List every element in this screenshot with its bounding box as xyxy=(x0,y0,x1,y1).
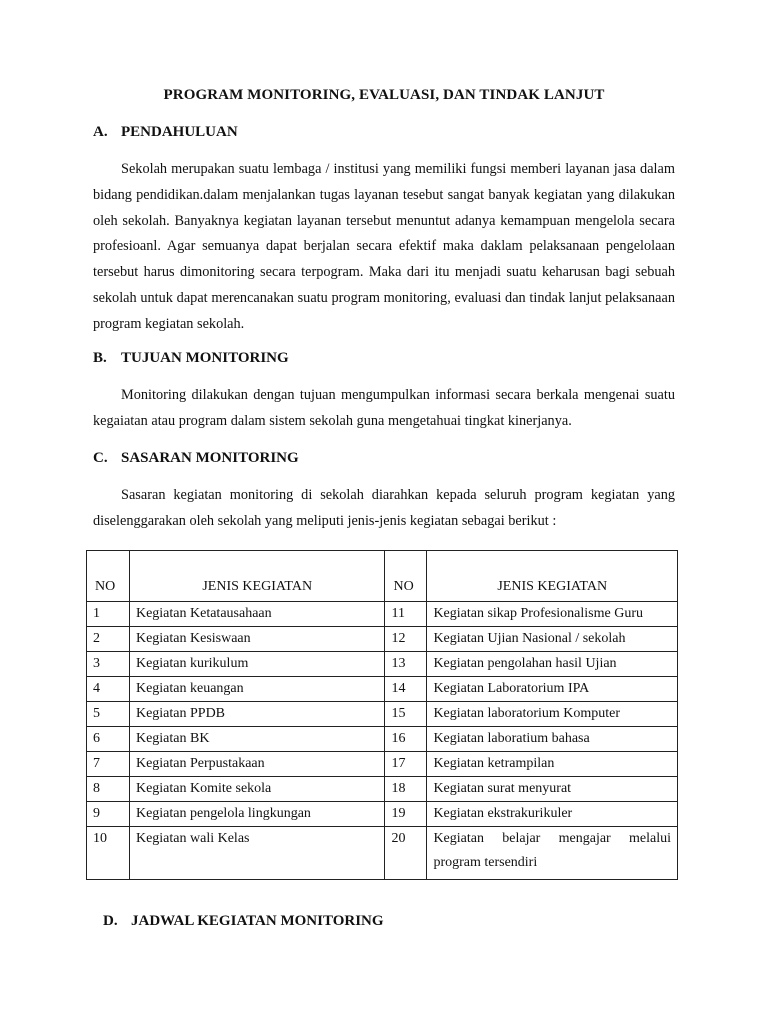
row-kegiatan-right: Kegiatan ekstrakurikuler xyxy=(427,802,678,827)
section-a-paragraph: Sekolah merupakan suatu lembaga / institusi yang memiliki fungsi memberi layanan jasa dalam bidang pendidikan.dalam menjalankan tugas layanan tesebut sangat banyak kegiatan yang dilakukan oleh sekolah. Banyaknya kegiatan layanan tersebut menuntut adanya kemampuan mengelola secara profesioanl. Agar semuanya dapat berjalan secara efektif maka daklam pelaksanaan pengelolaan tersebut harus dimonitoring secara terpogram. Maka dari itu menjadi suatu keharusan bagi sebuah sekolah untuk dapat merencanakan suatu program monitoring, evaluasi dan tindak lanjut pelaksanaan program kegiatan sekolah. xyxy=(93,161,675,332)
row-no-right: 14 xyxy=(385,677,427,702)
table-row xyxy=(87,652,678,677)
row-no-right: 15 xyxy=(385,702,427,727)
row-no-right: 12 xyxy=(385,627,427,652)
section-b-letter: B. xyxy=(93,350,107,366)
row-no-right: 18 xyxy=(385,777,427,802)
row-no-left: 3 xyxy=(87,652,130,677)
section-a-title: PENDAHULUAN xyxy=(121,124,238,140)
row-no-left: 5 xyxy=(87,702,130,727)
row-kegiatan-right: Kegiatan Laboratorium IPA xyxy=(427,677,678,702)
section-d-title: JADWAL KEGIATAN MONITORING xyxy=(131,913,384,929)
kegiatan-table xyxy=(86,550,678,880)
row-no-left: 7 xyxy=(87,752,130,777)
section-c-paragraph: Sasaran kegiatan monitoring di sekolah diarahkan kepada seluruh program kegiatan yang diselenggarakan oleh sekolah yang meliputi jenis-jenis kegiatan sebagai berikut : xyxy=(93,487,675,529)
section-d-letter: D. xyxy=(103,913,118,929)
section-b-paragraph: Monitoring dilakukan dengan tujuan mengumpulkan informasi secara berkala mengenai suatu kegaiatan atau program dalam sistem sekolah guna mengetahuai tingkat kinerjanya. xyxy=(93,387,675,429)
row-kegiatan-right: Kegiatan Ujian Nasional / sekolah xyxy=(427,627,678,652)
header-jenis-2: JENIS KEGIATAN xyxy=(427,551,678,602)
row-kegiatan-right: Kegiatan sikap Profesionalisme Guru xyxy=(427,602,678,627)
table-row xyxy=(87,802,678,827)
section-a-heading xyxy=(93,124,238,141)
row-kegiatan-right xyxy=(427,827,678,880)
row-kegiatan-right: Kegiatan ketrampilan xyxy=(427,752,678,777)
row-kegiatan-right: Kegiatan surat menyurat xyxy=(427,777,678,802)
row-kegiatan-left: Kegiatan BK xyxy=(129,727,385,752)
table-row xyxy=(87,602,678,627)
row-kegiatan-left: Kegiatan pengelola lingkungan xyxy=(129,802,385,827)
row-kegiatan-left: Kegiatan Komite sekola xyxy=(129,777,385,802)
table-row xyxy=(87,777,678,802)
row-kegiatan-left: Kegiatan Kesiswaan xyxy=(129,627,385,652)
document-title: PROGRAM MONITORING, EVALUASI, DAN TINDAK LANJUT xyxy=(163,87,605,103)
row-no-right: 19 xyxy=(385,802,427,827)
row-no-left: 1 xyxy=(87,602,130,627)
row-kegiatan-left: Kegiatan Ketatausahaan xyxy=(129,602,385,627)
section-b-title: TUJUAN MONITORING xyxy=(121,350,289,366)
row-no-right: 17 xyxy=(385,752,427,777)
section-a-letter: A. xyxy=(93,124,108,140)
table-row xyxy=(87,627,678,652)
section-d-heading xyxy=(103,913,384,930)
row-kegiatan-right: Kegiatan laboratium bahasa xyxy=(427,727,678,752)
row-no-left: 6 xyxy=(87,727,130,752)
row-no-left: 10 xyxy=(87,827,130,880)
table-row xyxy=(87,727,678,752)
section-c-letter: C. xyxy=(93,450,108,466)
row-kegiatan-right-line2: program tersendiri xyxy=(433,855,538,870)
header-no-1: NO xyxy=(87,551,130,602)
row-kegiatan-left: Kegiatan keuangan xyxy=(129,677,385,702)
table-row xyxy=(87,827,678,880)
row-no-left: 9 xyxy=(87,802,130,827)
row-no-right: 11 xyxy=(385,602,427,627)
row-kegiatan-right-line1: Kegiatan belajar mengajar melalui xyxy=(433,831,671,846)
header-no-2: NO xyxy=(385,551,427,602)
table-row xyxy=(87,702,678,727)
header-jenis-1: JENIS KEGIATAN xyxy=(129,551,385,602)
row-no-left: 4 xyxy=(87,677,130,702)
table-row xyxy=(87,752,678,777)
row-no-right: 16 xyxy=(385,727,427,752)
row-no-right: 13 xyxy=(385,652,427,677)
row-kegiatan-left: Kegiatan wali Kelas xyxy=(129,827,385,880)
row-no-right: 20 xyxy=(385,827,427,880)
row-kegiatan-left: Kegiatan kurikulum xyxy=(129,652,385,677)
table-row xyxy=(87,677,678,702)
row-kegiatan-right: Kegiatan laboratorium Komputer xyxy=(427,702,678,727)
row-kegiatan-left: Kegiatan Perpustakaan xyxy=(129,752,385,777)
row-kegiatan-left: Kegiatan PPDB xyxy=(129,702,385,727)
row-kegiatan-right: Kegiatan pengolahan hasil Ujian xyxy=(427,652,678,677)
row-no-left: 2 xyxy=(87,627,130,652)
section-c-heading xyxy=(93,450,299,467)
section-c-title: SASARAN MONITORING xyxy=(121,450,299,466)
row-no-left: 8 xyxy=(87,777,130,802)
section-b-heading xyxy=(93,350,289,367)
table-header-row xyxy=(87,551,678,602)
